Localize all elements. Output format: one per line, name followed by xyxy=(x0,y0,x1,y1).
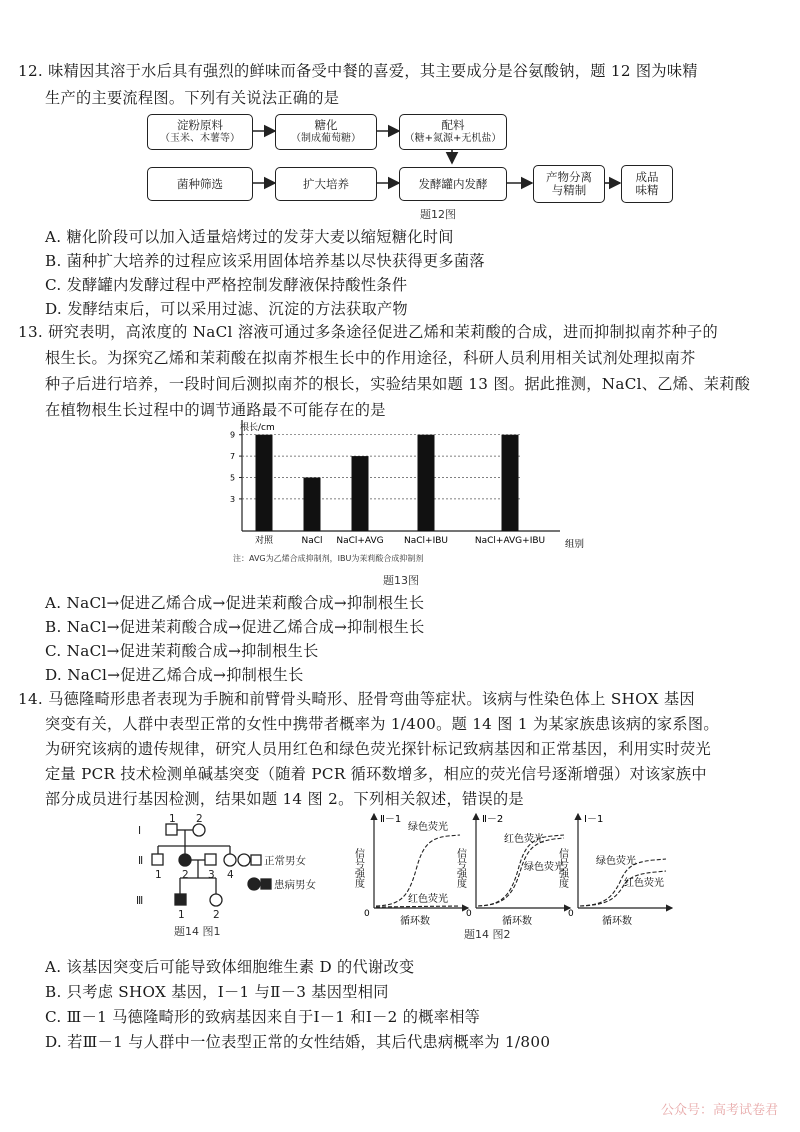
q13-figure-caption: 题13图 xyxy=(383,574,419,587)
q13-option-c: C. NaCl→促进茉莉酸合成→抑制根生长 xyxy=(45,642,319,660)
flow-box-fermentation xyxy=(399,167,507,201)
pedigree-gen-I: Ⅰ xyxy=(138,825,142,837)
pcr-panel-II2-title: Ⅱ－2 xyxy=(482,814,504,825)
q13-bar-chart xyxy=(220,416,600,576)
pedigree-II3-male xyxy=(205,854,216,865)
pcr-panel-I1 xyxy=(557,814,673,927)
chart-x-tick-label-1: NaCl xyxy=(301,536,323,546)
pcr-panel-I1-green-label: 绿色荧光 xyxy=(596,856,636,867)
q14-pcr-panels xyxy=(352,808,690,941)
pcr-panel-I1-ylabel: 信号强度 xyxy=(556,848,568,888)
flow-box-starch-sub: （玉米、木薯等） xyxy=(160,133,240,144)
legend-affected-female-icon xyxy=(248,878,260,890)
q12-option-d: D. 发酵结束后，可以采用过滤、沉淀的方法获取产物 xyxy=(45,300,408,318)
flow-box-product-main: 成品 xyxy=(635,170,659,184)
pcr-panel-I1-red-label: 红色荧光 xyxy=(624,878,664,889)
pedigree-I2-female xyxy=(193,824,205,836)
chart-y-tick-label: 5 xyxy=(230,473,236,483)
chart-xlabel: 组别 xyxy=(565,539,585,550)
chart-bar-2 xyxy=(352,456,369,531)
chart-y-tick-label: 9 xyxy=(230,430,236,440)
q13-stem-line-3: 种子后进行培养，一段时间后测拟南芥的根长，实验结果如题 13 图。据此推测，NaCl、乙烯、茉莉酸 xyxy=(45,375,751,393)
flow-box-ingredients-sub: （糖+氮源+无机盐） xyxy=(404,133,502,144)
pedigree-II2-female-affected xyxy=(179,854,191,866)
q13-option-d: D. NaCl→促进乙烯合成→抑制根生长 xyxy=(45,666,304,684)
pcr-panel-I1-xlabel: 循环数 xyxy=(602,916,632,927)
flow-box-starch xyxy=(147,114,253,150)
pcr-panel-II2-green-label: 绿色荧光 xyxy=(524,862,564,873)
pedigree-num-II1: 1 xyxy=(155,869,162,881)
q13-option-a: A. NaCl→促进乙烯合成→促进茉莉酸合成→抑制根生长 xyxy=(45,594,425,612)
q14-option-a: A. 该基因突变后可能导致体细胞维生素 D 的代谢改变 xyxy=(45,958,415,976)
q14-stem-line-3: 为研究该病的遗传规律，研究人员用红色和绿色荧光探针标记致病基因和正常基因，利用实时荧光 xyxy=(45,740,711,758)
flow-box-expand-culture xyxy=(275,167,377,201)
chart-y-tick-label: 7 xyxy=(230,452,236,462)
q14-stem-line-1: 14. 马德隆畸形患者表现为手腕和前臂骨头畸形、胫骨弯曲等症状。该病与性染色体上 SHOX 基因 xyxy=(18,690,695,708)
pcr-panel-I1-title: Ⅰ－1 xyxy=(584,814,604,825)
q12-stem-line-1: 12. 味精因其溶于水后具有强烈的鲜味而备受中餐的喜爱，其主要成分是谷氨酸钠，题 12 图为味精 xyxy=(18,62,698,80)
q14-stem-line-4: 定量 PCR 技术检测单碱基突变（随着 PCR 循环数增多，相应的荧光信号逐渐增强）对该家族中 xyxy=(45,765,707,783)
flow-box-product-sub: 味精 xyxy=(635,183,659,197)
chart-x-tick-label-0: 对照 xyxy=(254,536,274,546)
flow-box-product xyxy=(621,165,673,203)
q14-option-b: B. 只考虑 SHOX 基因，Ⅰ－1 与Ⅱ－3 基因型相同 xyxy=(45,983,389,1001)
q14-stem-line-2: 突变有关，人群中表型正常的女性中携带者概率为 1/400。题 14 图 1 为某家族患该病的家系图。 xyxy=(45,715,719,733)
q12-figure-caption: 题12图 xyxy=(420,208,456,221)
flow-box-expand-culture-main: 扩大培养 xyxy=(303,176,349,191)
chart-y-tick-label: 3 xyxy=(230,494,236,504)
pcr-panel-II2-ylabel: 信号强度 xyxy=(454,848,466,888)
pcr-panel-II1-red-label: 红色荧光 xyxy=(408,894,448,905)
pedigree-num-I1: 1 xyxy=(169,813,176,825)
pedigree-gen-II: Ⅱ xyxy=(138,855,144,867)
flow-box-fermentation-main: 发酵罐内发酵 xyxy=(418,176,488,191)
pcr-panel-II1-red-curve xyxy=(376,906,460,907)
pcr-panel-II1-origin: 0 xyxy=(364,909,370,919)
pedigree-num-II2: 2 xyxy=(182,869,189,881)
pcr-panel-II1-title: Ⅱ－1 xyxy=(380,814,402,825)
flow-box-separation-main: 产物分离 xyxy=(546,170,592,184)
flow-box-ingredients xyxy=(399,114,507,150)
chart-x-tick-label-2: NaCl+AVG xyxy=(336,536,384,546)
pcr-panel-I1-origin: 0 xyxy=(568,909,574,919)
pedigree-II1-male xyxy=(152,854,163,865)
pcr-panel-II2-red-label: 红色荧光 xyxy=(504,834,544,845)
chart-x-tick-label-3: NaCl+IBU xyxy=(404,536,448,546)
legend-affected-label: 患病男女 xyxy=(274,879,316,891)
pedigree-II4-female xyxy=(224,854,236,866)
chart-bar-4 xyxy=(502,435,519,531)
pcr-panel-II1-green-label: 绿色荧光 xyxy=(408,822,448,833)
legend-affected-male-icon xyxy=(261,879,271,889)
flow-box-saccharify-sub: （制成葡萄糖） xyxy=(291,133,361,144)
chart-bar-3 xyxy=(418,435,435,531)
pcr-panel-II1-ylabel: 信号强度 xyxy=(352,848,364,888)
pcr-panel-II2-xlabel: 循环数 xyxy=(502,916,532,927)
pedigree-num-II3: 3 xyxy=(208,869,215,881)
q14-stem-line-5: 部分成员进行基因检测，结果如题 14 图 2。下列相关叙述，错误的是 xyxy=(45,790,524,808)
q12-option-a: A. 糖化阶段可以加入适量焙烤过的发芽大麦以缩短糖化时间 xyxy=(45,228,454,246)
pedigree-III2-female xyxy=(210,894,222,906)
pedigree-num-III2: 2 xyxy=(213,909,220,921)
pcr-caption: 题14 图2 xyxy=(464,928,511,941)
flow-box-separation xyxy=(533,165,605,203)
pedigree-I1-male xyxy=(166,824,177,835)
chart-bar-0 xyxy=(256,435,273,531)
q13-stem-line-1: 13. 研究表明，高浓度的 NaCl 溶液可通过多条途径促进乙烯和茉莉酸的合成，进而抑制拟南芥种子的 xyxy=(18,323,718,341)
pedigree-num-III1: 1 xyxy=(178,909,185,921)
flow-box-saccharify xyxy=(275,114,377,150)
watermark: 公众号：高考试卷君 xyxy=(660,1103,778,1118)
legend-normal-female-icon xyxy=(238,854,250,866)
flow-box-strain-screening-main: 菌种筛选 xyxy=(177,176,223,191)
flow-box-starch-main: 淀粉原料 xyxy=(177,118,223,132)
pcr-panel-II1 xyxy=(353,814,469,927)
pcr-panel-II2 xyxy=(455,814,571,927)
q12-option-c: C. 发酵罐内发酵过程中严格控制发酵液保持酸性条件 xyxy=(45,276,408,294)
q14-option-c: C. Ⅲ－1 马德隆畸形的致病基因来自于Ⅰ－1 和Ⅰ－2 的概率相等 xyxy=(45,1008,481,1026)
chart-ylabel: 根长/cm xyxy=(240,423,275,433)
pcr-panel-II1-xlabel: 循环数 xyxy=(400,916,430,927)
pcr-panel-II2-origin: 0 xyxy=(466,909,472,919)
pedigree-III1-male-affected xyxy=(175,894,186,905)
flow-box-saccharify-main: 糖化 xyxy=(314,118,338,132)
flow-box-strain-screening xyxy=(147,167,253,201)
flow-box-ingredients-main: 配料 xyxy=(441,118,465,132)
pedigree-num-II4: 4 xyxy=(227,869,234,881)
chart-note: 注：AVG为乙烯合成抑制剂，IBU为茉莉酸合成抑制剂 xyxy=(233,554,424,563)
legend-normal-label: 正常男女 xyxy=(264,855,306,867)
q14-pedigree xyxy=(130,812,350,937)
q12-option-b: B. 菌种扩大培养的过程应该采用固体培养基以尽快获得更多菌落 xyxy=(45,252,485,270)
q13-stem-line-4: 在植物根生长过程中的调节通路最不可能存在的是 xyxy=(45,401,386,419)
pedigree-num-I2: 2 xyxy=(196,813,203,825)
pedigree-caption: 题14 图1 xyxy=(174,925,221,938)
flow-box-separation-sub: 与精制 xyxy=(551,183,587,197)
q13-stem-line-2: 根生长。为探究乙烯和茉莉酸在拟南芥根生长中的作用途径，科研人员利用相关试剂处理拟南芥 xyxy=(45,349,696,367)
chart-bar-1 xyxy=(304,478,321,532)
legend-normal-male-icon xyxy=(251,855,261,865)
pedigree-gen-III: Ⅲ xyxy=(136,895,144,907)
chart-x-tick-label-4: NaCl+AVG+IBU xyxy=(474,536,546,546)
q12-stem-line-2: 生产的主要流程图。下列有关说法正确的是 xyxy=(45,89,340,107)
q13-option-b: B. NaCl→促进茉莉酸合成→促进乙烯合成→抑制根生长 xyxy=(45,618,425,636)
q14-option-d: D. 若Ⅲ－1 与人群中一位表型正常的女性结婚，其后代患病概率为 1/800 xyxy=(45,1033,551,1051)
